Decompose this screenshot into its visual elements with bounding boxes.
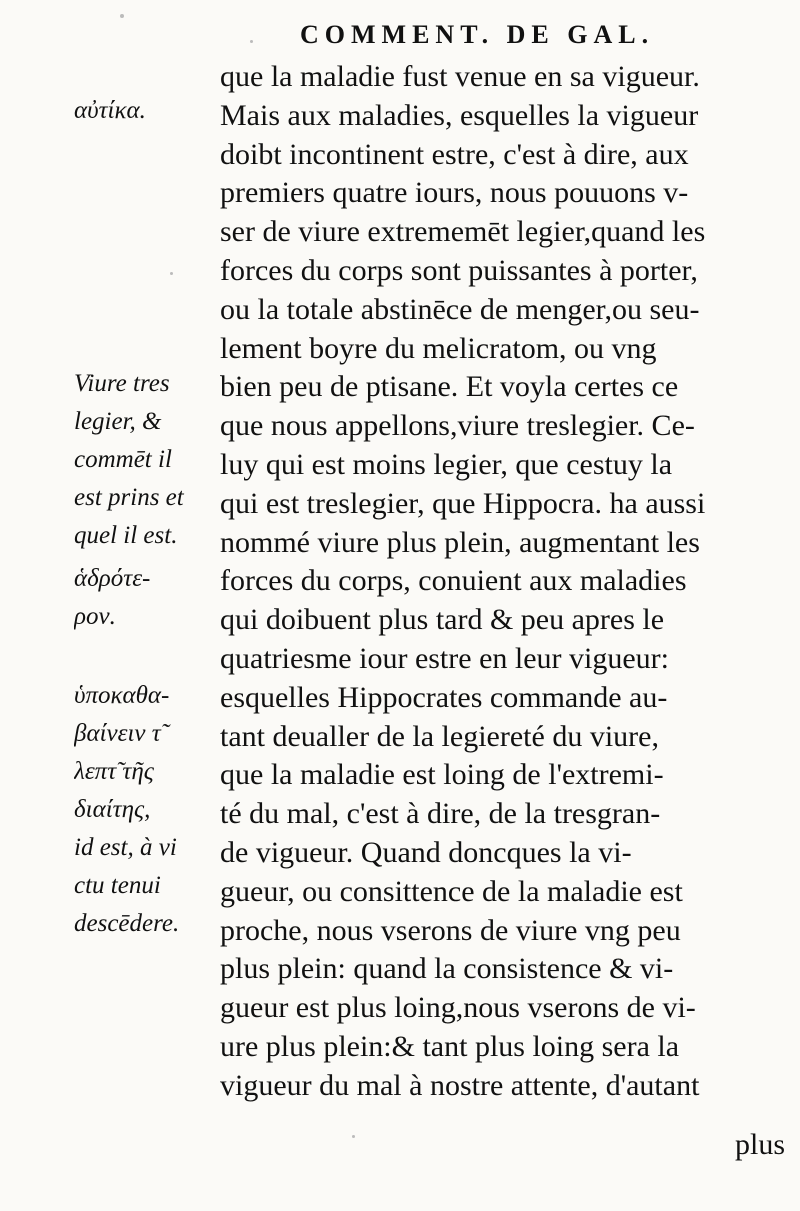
body-line: gueur, ou consittence de la maladie est [220, 874, 683, 908]
body-line: premiers quatre iours, nous pouuons v- [220, 176, 689, 210]
body-line: que la maladie fust venue en sa vigueur. [220, 60, 700, 93]
paper-speck [170, 272, 173, 275]
margin-note [74, 365, 224, 555]
margin-note [74, 92, 224, 130]
margin-note-line: λεπτ̃ τῆς [74, 758, 154, 785]
margin-note-line: αὐτίκα. [74, 97, 146, 124]
body-line: qui doibuent plus tard & peu apres le [220, 603, 665, 637]
body-line: lement boyre du melicratom, ou vng [220, 331, 657, 365]
margin-note-line: descēdere. [74, 910, 180, 937]
margin-note-line: quel il est. [74, 522, 178, 549]
running-header: COMMENT. DE GAL. [300, 20, 655, 49]
body-line: tant deualler de la legiereté du viure, [220, 719, 659, 753]
body-line: proche, nous vserons de viure vng peu [220, 913, 681, 947]
margin-note-line: id est, à vi [74, 834, 177, 861]
body-line: plus plein: quand la consistence & vi- [220, 952, 674, 986]
body-line: forces du corps, conuient aux maladies [220, 564, 687, 598]
body-line: luy qui est moins legier, que cestuy la [220, 447, 673, 481]
body-text [220, 58, 790, 1106]
margin-note [74, 560, 224, 636]
margin-note-line: commēt il [74, 446, 172, 473]
body-line: Mais aux maladies, esquelles la vigueur [220, 98, 699, 132]
body-line: esquelles Hippocrates commande au- [220, 680, 668, 714]
body-line: que la maladie est loing de l'extremi- [220, 758, 664, 792]
body-line: vigueur du mal à nostre attente, d'autant [220, 1068, 700, 1102]
body-line: gueur est plus loing,nous vserons de vi- [220, 991, 696, 1025]
body-line: quatriesme iour estre en leur vigueur: [220, 641, 670, 675]
margin-note-line: διαίτης, [74, 796, 151, 823]
margin-note [74, 677, 224, 943]
body-line: forces du corps sont puissantes à porter, [220, 253, 698, 287]
margin-note-line: ὑποκαθα- [74, 682, 170, 709]
body-line: qui est treslegier, que Hippocra. ha aussi [220, 486, 706, 520]
body-line: nommé viure plus plein, augmentant les [220, 525, 700, 559]
margin-note-line: ἁδρότε- [74, 565, 151, 592]
margin-note-line: ctu tenui [74, 872, 161, 899]
body-line: de vigueur. Quand doncques la vi- [220, 835, 632, 869]
body-line: ou la totale abstinēce de menger,ou seu- [220, 292, 700, 326]
body-line: té du mal, c'est à dire, de la tresgran- [220, 797, 661, 831]
margin-note-line: βαίνειν τ̃ [74, 720, 161, 747]
paper-speck [250, 40, 253, 43]
catchword: plus [735, 1128, 786, 1161]
body-line: bien peu de ptisane. Et voyla certes ce [220, 370, 679, 404]
body-line: doibt incontinent estre, c'est à dire, aux [220, 137, 689, 171]
margin-note-line: ρον. [74, 603, 116, 630]
margin-note-line: Viure tres [74, 370, 170, 397]
paper-speck [352, 1135, 355, 1138]
margin-note-line: legier, & [74, 408, 162, 435]
body-line: ser de viure extrememēt legier,quand les [220, 215, 706, 249]
paper-speck [120, 14, 124, 18]
margin-note-line: est prins et [74, 484, 184, 511]
body-line: ure plus plein:& tant plus loing sera la [220, 1029, 680, 1063]
body-line: que nous appellons,viure treslegier. Ce- [220, 409, 695, 443]
